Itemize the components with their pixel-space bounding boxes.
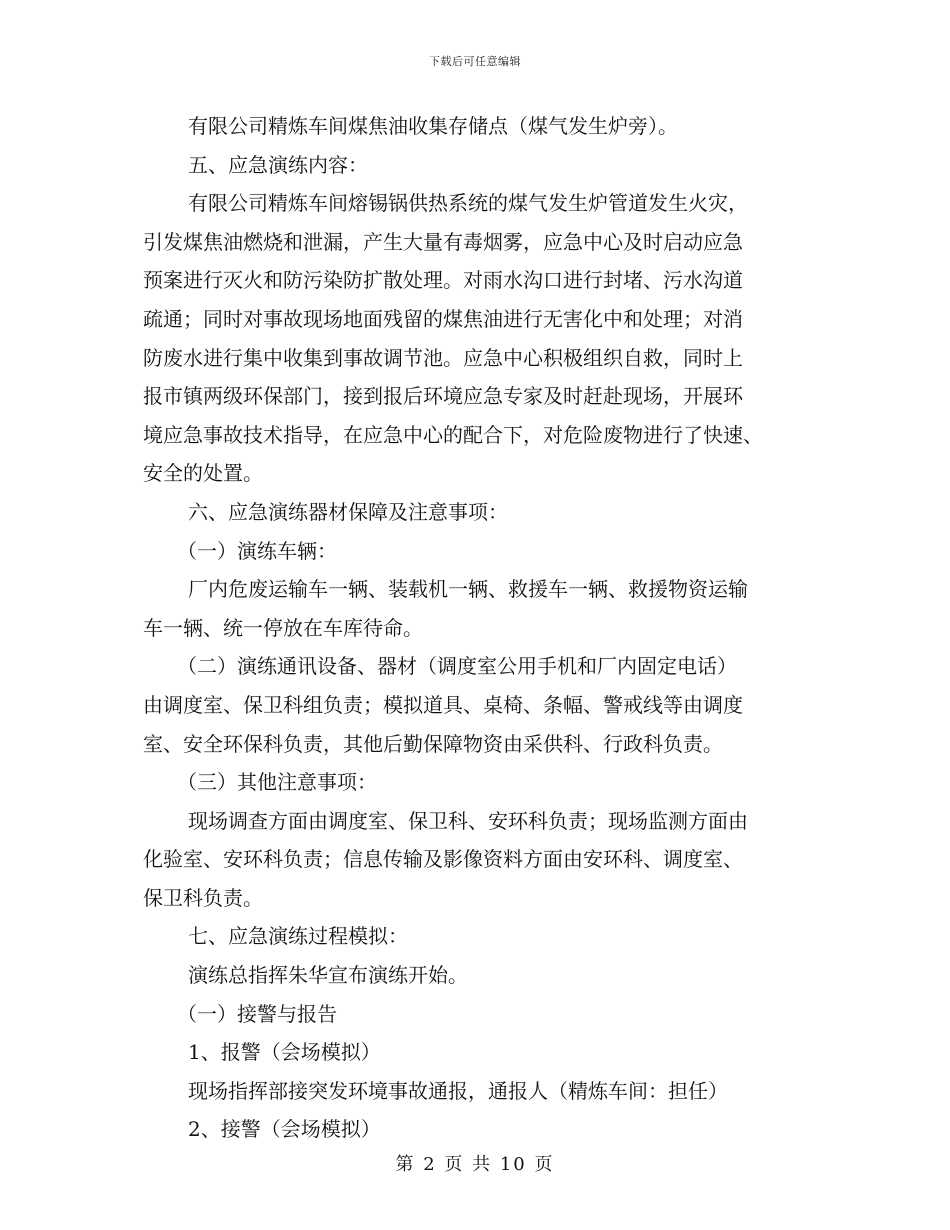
paragraph-line: 境应急事故技术指导，在应急中心的配合下，对危险废物进行了快速、: [143, 422, 763, 447]
paragraph-line: 报市镇两级环保部门，接到报后环境应急专家及时赶赴现场，开展环: [143, 384, 743, 409]
list-item: 2、接警（会场模拟）: [188, 1117, 381, 1142]
paragraph-line: 有限公司精炼车间煤焦油收集存储点（煤气发生炉旁）。: [188, 114, 678, 138]
paragraph-line: 引发煤焦油燃烧和泄漏，产生大量有毒烟雾，应急中心及时启动应急: [143, 229, 743, 254]
subsection-heading: （二）演练通讯设备、器材（调度室公用手机和厂内固定电话）: [177, 654, 737, 679]
paragraph-line: 厂内危废运输车一辆、装载机一辆、救援车一辆、救援物资运输: [188, 577, 748, 602]
paragraph-line: 现场指挥部接突发环境事故通报，通报人（精炼车间：担任）: [188, 1078, 728, 1103]
paragraph-line: 有限公司精炼车间熔锡锅供热系统的煤气发生炉管道发生火灾，: [188, 191, 748, 216]
paragraph-line: 防废水进行集中收集到事故调节池。应急中心积极组织自救，同时上: [143, 345, 743, 370]
paragraph-line: 由调度室、保卫科组负责；模拟道具、桌椅、条幅、警戒线等由调度: [143, 692, 743, 717]
section-heading: 七、应急演练过程模拟：: [188, 924, 408, 949]
paragraph-line: 车一辆、统一停放在车库待命。: [143, 615, 423, 640]
subsection-heading: （一）接警与报告: [177, 1001, 337, 1026]
subsection-heading: （三）其他注意事项：: [177, 770, 377, 795]
paragraph-line: 化验室、安环科负责；信息传输及影像资料方面由安环科、调度室、: [143, 847, 743, 872]
paragraph-line: 演练总指挥朱华宣布演练开始。: [188, 963, 468, 988]
paragraph-line: 现场调查方面由调度室、保卫科、安环科负责；现场监测方面由: [188, 808, 748, 833]
page-footer: 第 2 页 共 10 页: [395, 1154, 555, 1175]
page-header: 下载后可任意编辑: [429, 55, 521, 68]
paragraph-line: 安全的处置。: [143, 461, 263, 486]
list-item: 1、报警（会场模拟）: [188, 1040, 381, 1065]
paragraph-line: 保卫科负责。: [143, 885, 263, 910]
subsection-heading: （一）演练车辆：: [177, 538, 337, 563]
section-heading: 五、应急演练内容：: [188, 152, 368, 177]
paragraph-line: 室、安全环保科负责，其他后勤保障物资由采供科、行政科负责。: [143, 731, 723, 756]
paragraph-line: 疏通；同时对事故现场地面残留的煤焦油进行无害化中和处理；对消: [143, 306, 743, 331]
section-heading: 六、应急演练器材保障及注意事项：: [188, 499, 508, 524]
document-body: [143, 107, 813, 1149]
paragraph-line: 预案进行灭火和防污染防扩散处理。对雨水沟口进行封堵、污水沟道: [143, 268, 743, 293]
